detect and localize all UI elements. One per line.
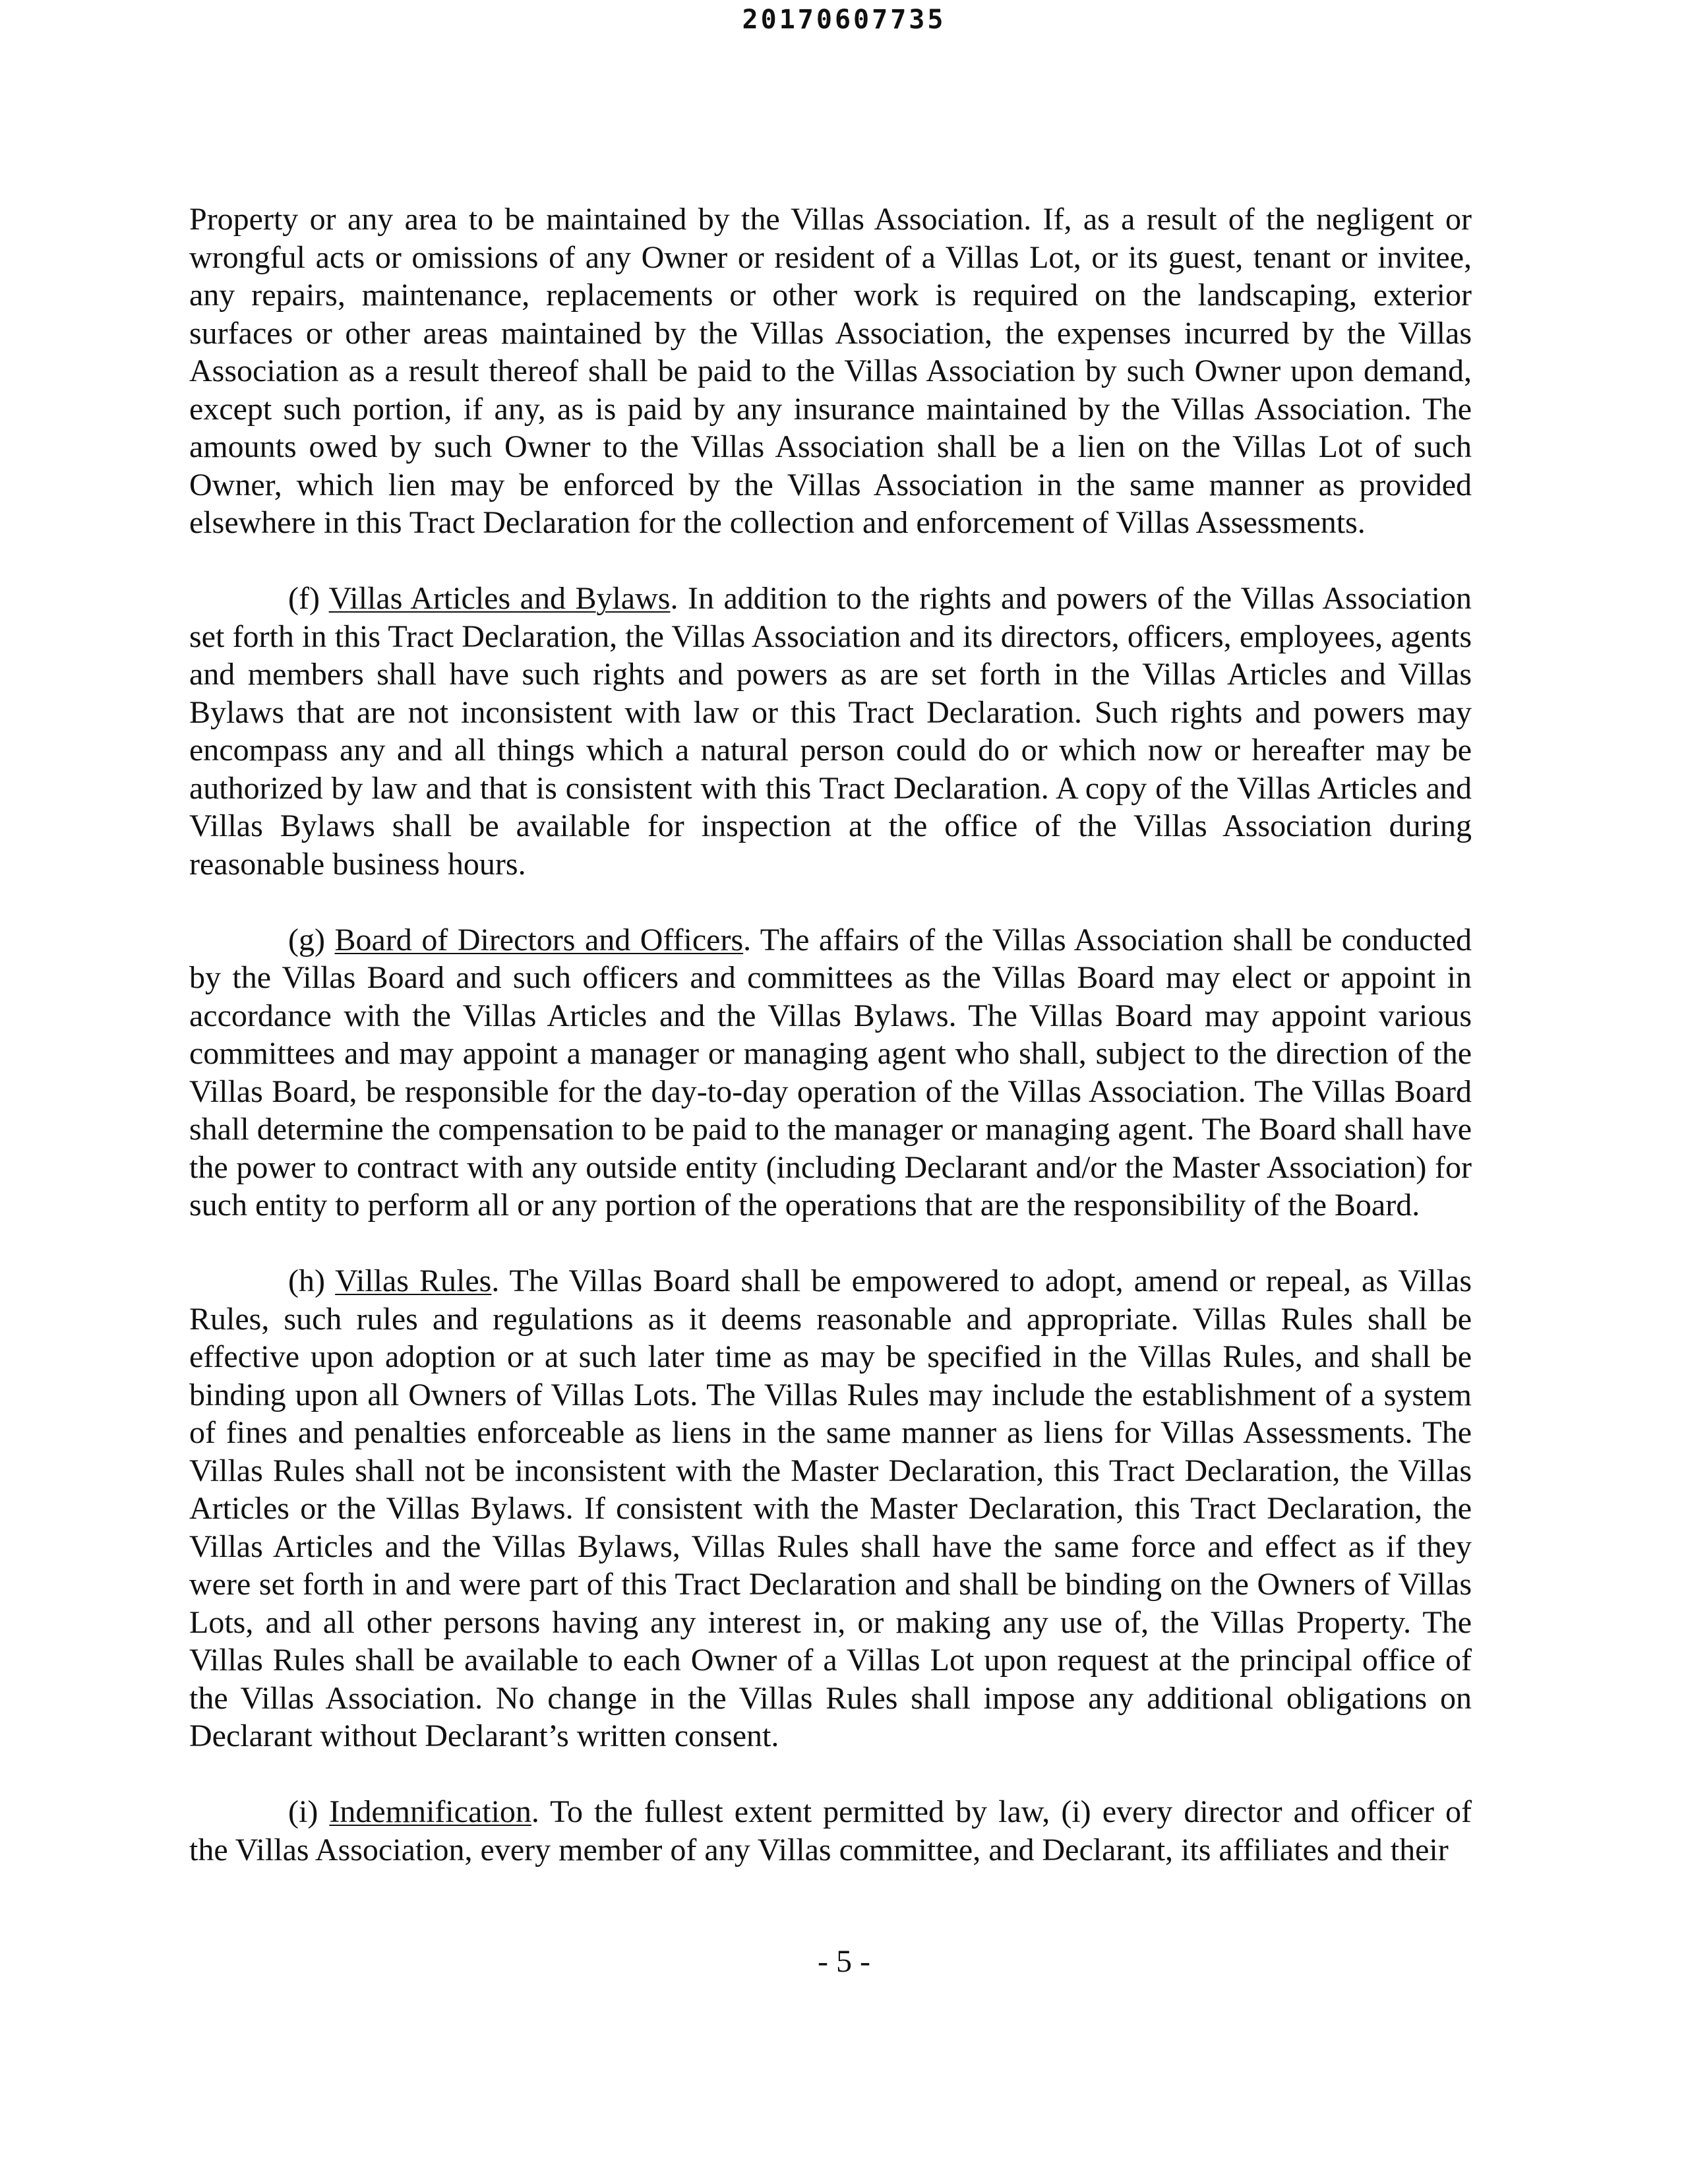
paragraph-g-label: (g) [288,922,325,957]
page-number: - 5 - [818,1944,870,1979]
paragraph-h [189,1262,1472,1755]
paragraph-g [189,921,1472,1225]
paragraph-g-heading: Board of Directors and Officers [334,922,744,957]
paragraph-i [189,1793,1472,1869]
paragraph-i-text: . To the fullest extent permitted by law, (i) every director and officer of the Villas Association, every member of any Villas committee, and Declarant, its affiliates and their [189,1794,1472,1867]
paragraph-i-label: (i) [288,1794,318,1829]
paragraph-g-text: . The affairs of the Villas Association shall be conducted by the Villas Board and such officers and committees as the Villas Board may elect or appoint in accordance with the Villas Articles and the Villas Bylaws. The Villas Board may appoint various committees and may appoint a manager or managing agent who shall, subject to the direction of the Villas Board, be responsible for the day-to-day operation of the Villas Association. The Villas Board shall determine the compensation to be paid to the manager or managing agent. The Board shall have the power to contract with any outside entity (including Declarant and/or the Master Association) for such entity to perform all or any portion of the operations that are the responsibility of the Board. [189,922,1472,1223]
paragraph-h-text: . The Villas Board shall be empowered to adopt, amend or repeal, as Villas Rules, such rules and regulations as it deems reasonable and appropriate. Villas Rules shall be effective upon adoption or at such later time as may be specified in the Villas Rules, and shall be binding upon all Owners of Villas Lots. The Villas Rules may include the establishment of a system of fines and penalties enforceable as liens in the same manner as liens for Villas Assessments. The Villas Rules shall not be inconsistent with the Master Declaration, this Tract Declaration, the Villas Articles or the Villas Bylaws. If consistent with the Master Declaration, this Tract Declaration, the Villas Articles and the Villas Bylaws, Villas Rules shall have the same force and effect as if they were set forth in and were part of this Tract Declaration and shall be binding on the Owners of Villas Lots, and all other persons having any interest in, or making any use of, the Villas Property. The Villas Rules shall be available to each Owner of a Villas Lot upon request at the principal office of the Villas Association. No change in the Villas Rules shall impose any additional obligations on Declarant without Declarant’s written consent. [189,1263,1472,1753]
paragraph-continuation: Property or any area to be maintained by the Villas Association. If, as a result of the negligent or wrongful acts or omissions of any Owner or resident of a Villas Lot, or its guest, tenant or invitee, any repairs, maintenance, replacements or other work is required on the landscaping, exterior surfaces or other areas maintained by the Villas Association, the expenses incurred by the Villas Association as a result thereof shall be paid to the Villas Association by such Owner upon demand, except such portion, if any, as is paid by any insurance maintained by the Villas Association. The amounts owed by such Owner to the Villas Association shall be a lien on the Villas Lot of such Owner, which lien may be enforced by the Villas Association in the same manner as provided elsewhere in this Tract Declaration for the collection and enforcement of Villas Assessments. [189,202,1472,540]
paragraph-f-text: . In addition to the rights and powers of the Villas Association set forth in this Tract Declaration, the Villas Association and its directors, officers, employees, agents and members shall have such rights and powers as are set forth in the Villas Articles and Villas Bylaws that are not inconsistent with law or this Tract Declaration. Such rights and powers may encompass any and all things which a natural person could do or which now or hereafter may be authorized by law and that is consistent with this Tract Declaration. A copy of the Villas Articles and Villas Bylaws shall be available for inspection at the office of the Villas Association during reasonable business hours. [189,581,1472,882]
paragraph-i-heading: Indemnification [329,1794,531,1829]
paragraph-f-label: (f) [288,581,320,616]
paragraph-f [189,580,1472,883]
document-body [189,200,1472,1869]
paragraph-f-heading: Villas Articles and Bylaws [328,581,671,616]
document-number: 20170607735 [742,5,946,35]
paragraph-h-heading: Villas Rules [335,1263,492,1298]
paragraph-h-label: (h) [288,1263,325,1298]
